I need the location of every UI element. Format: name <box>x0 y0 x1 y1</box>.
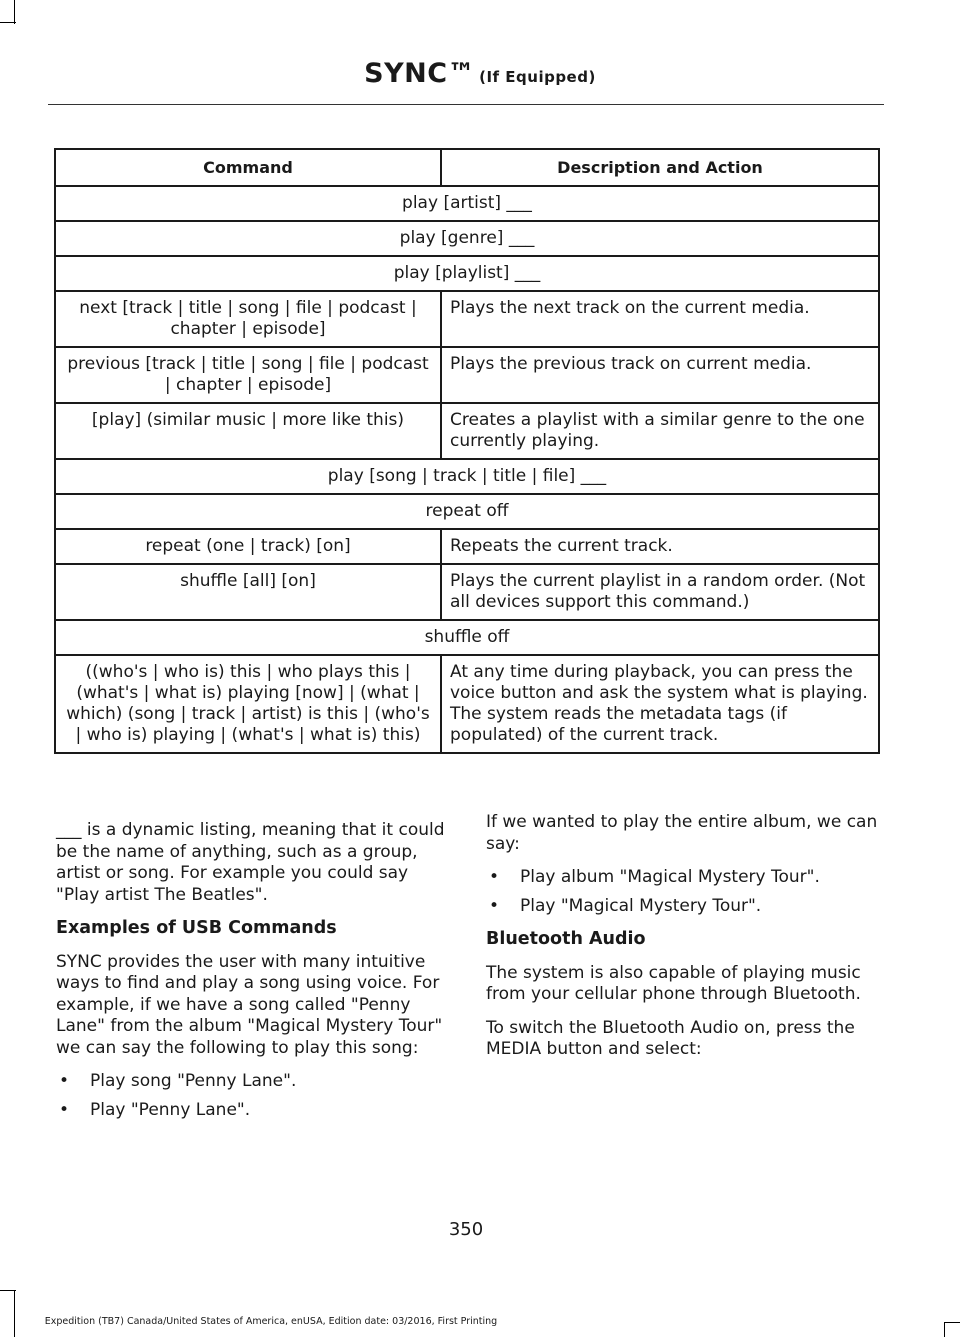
command-cell: play [playlist] ___ <box>55 256 879 291</box>
table-row <box>55 221 879 256</box>
bluetooth-paragraph: The system is also capable of playing music from your cellular phone through Bluetooth. <box>486 962 861 1004</box>
page-header <box>0 58 960 89</box>
album-intro-paragraph: If we wanted to play the entire album, we can say: <box>486 812 878 854</box>
list-item: • Play "Magical Mystery Tour". <box>486 896 878 918</box>
table-row <box>55 655 879 753</box>
section-heading-bluetooth-audio: Bluetooth Audio <box>486 929 646 949</box>
description-cell: Creates a playlist with a similar genre to the one currently playing. <box>441 403 879 459</box>
table-row <box>55 403 879 459</box>
command-cell: play [genre] ___ <box>55 221 879 256</box>
description-cell: At any time during playback, you can press the voice button and ask the system what is playing. The system reads the metadata tags (if populated) of the current track. <box>441 655 879 753</box>
header-subtitle: (If Equipped) <box>479 68 596 86</box>
table-row <box>55 291 879 347</box>
command-cell: previous [track | title | song | file | podcast | chapter | episode] <box>55 347 441 403</box>
command-cell: [play] (similar music | more like this) <box>55 403 441 459</box>
table-row <box>55 494 879 529</box>
dynamic-listing-paragraph: ___ is a dynamic listing, meaning that it could be the name of anything, such as a group, artist or song. For example you could say "Play artist The Beatles". <box>56 820 445 905</box>
crop-mark <box>0 1290 16 1291</box>
album-example-list <box>486 867 878 917</box>
song-example-list <box>56 1071 448 1121</box>
command-cell: shuffle off <box>55 620 879 655</box>
table-row <box>55 347 879 403</box>
crop-mark <box>0 22 16 23</box>
right-column <box>486 812 878 1073</box>
table-row <box>55 620 879 655</box>
description-cell: Repeats the current track. <box>441 529 879 564</box>
column-header-command: Command <box>55 149 441 186</box>
command-cell: ((who's | who is) this | who plays this | (what's | what is) playing [now] | (what | which) (song | track | artist) is this | (who's | who is) playing | (what's | what is) this) <box>55 655 441 753</box>
crop-mark <box>944 1322 960 1323</box>
table-row <box>55 256 879 291</box>
crop-mark <box>944 1322 945 1337</box>
voice-command-table <box>54 148 880 754</box>
table-header-row <box>55 149 879 186</box>
crop-mark <box>14 0 15 24</box>
crop-mark <box>14 1290 15 1337</box>
table-row <box>55 459 879 494</box>
header-rule <box>48 104 884 105</box>
description-cell: Plays the current playlist in a random order. (Not all devices support this command.) <box>441 564 879 620</box>
command-cell: play [song | track | title | file] ___ <box>55 459 879 494</box>
page-number: 350 <box>448 1219 484 1240</box>
list-item: • Play "Penny Lane". <box>56 1100 448 1122</box>
list-item: • Play album "Magical Mystery Tour". <box>486 867 878 889</box>
description-cell: Plays the next track on the current media. <box>441 291 879 347</box>
bluetooth-instructions-paragraph: To switch the Bluetooth Audio on, press the MEDIA button and select: <box>486 1017 855 1059</box>
table-row <box>55 564 879 620</box>
command-cell: next [track | title | song | file | podcast | chapter | episode] <box>55 291 441 347</box>
usb-commands-paragraph: SYNC provides the user with many intuitive ways to find and play a song using voice. For example, if we have a song called "Penny Lane" from the album "Magical Mystery Tour" we can say the following to play this song: <box>56 951 443 1058</box>
column-header-description: Description and Action <box>441 149 879 186</box>
command-cell: repeat off <box>55 494 879 529</box>
left-column <box>56 820 448 1133</box>
list-item: • Play song "Penny Lane". <box>56 1071 448 1093</box>
table-row <box>55 529 879 564</box>
section-heading-usb-commands: Examples of USB Commands <box>56 918 337 938</box>
command-cell: play [artist] ___ <box>55 186 879 221</box>
table-row <box>55 186 879 221</box>
header-title: SYNC™ <box>364 58 476 89</box>
description-cell: Plays the previous track on current media. <box>441 347 879 403</box>
command-cell: shuffle [all] [on] <box>55 564 441 620</box>
footer-edition: Expedition (TB7) Canada/United States of America, enUSA, Edition date: 03/2016, First Printing <box>44 1316 498 1327</box>
command-cell: repeat (one | track) [on] <box>55 529 441 564</box>
